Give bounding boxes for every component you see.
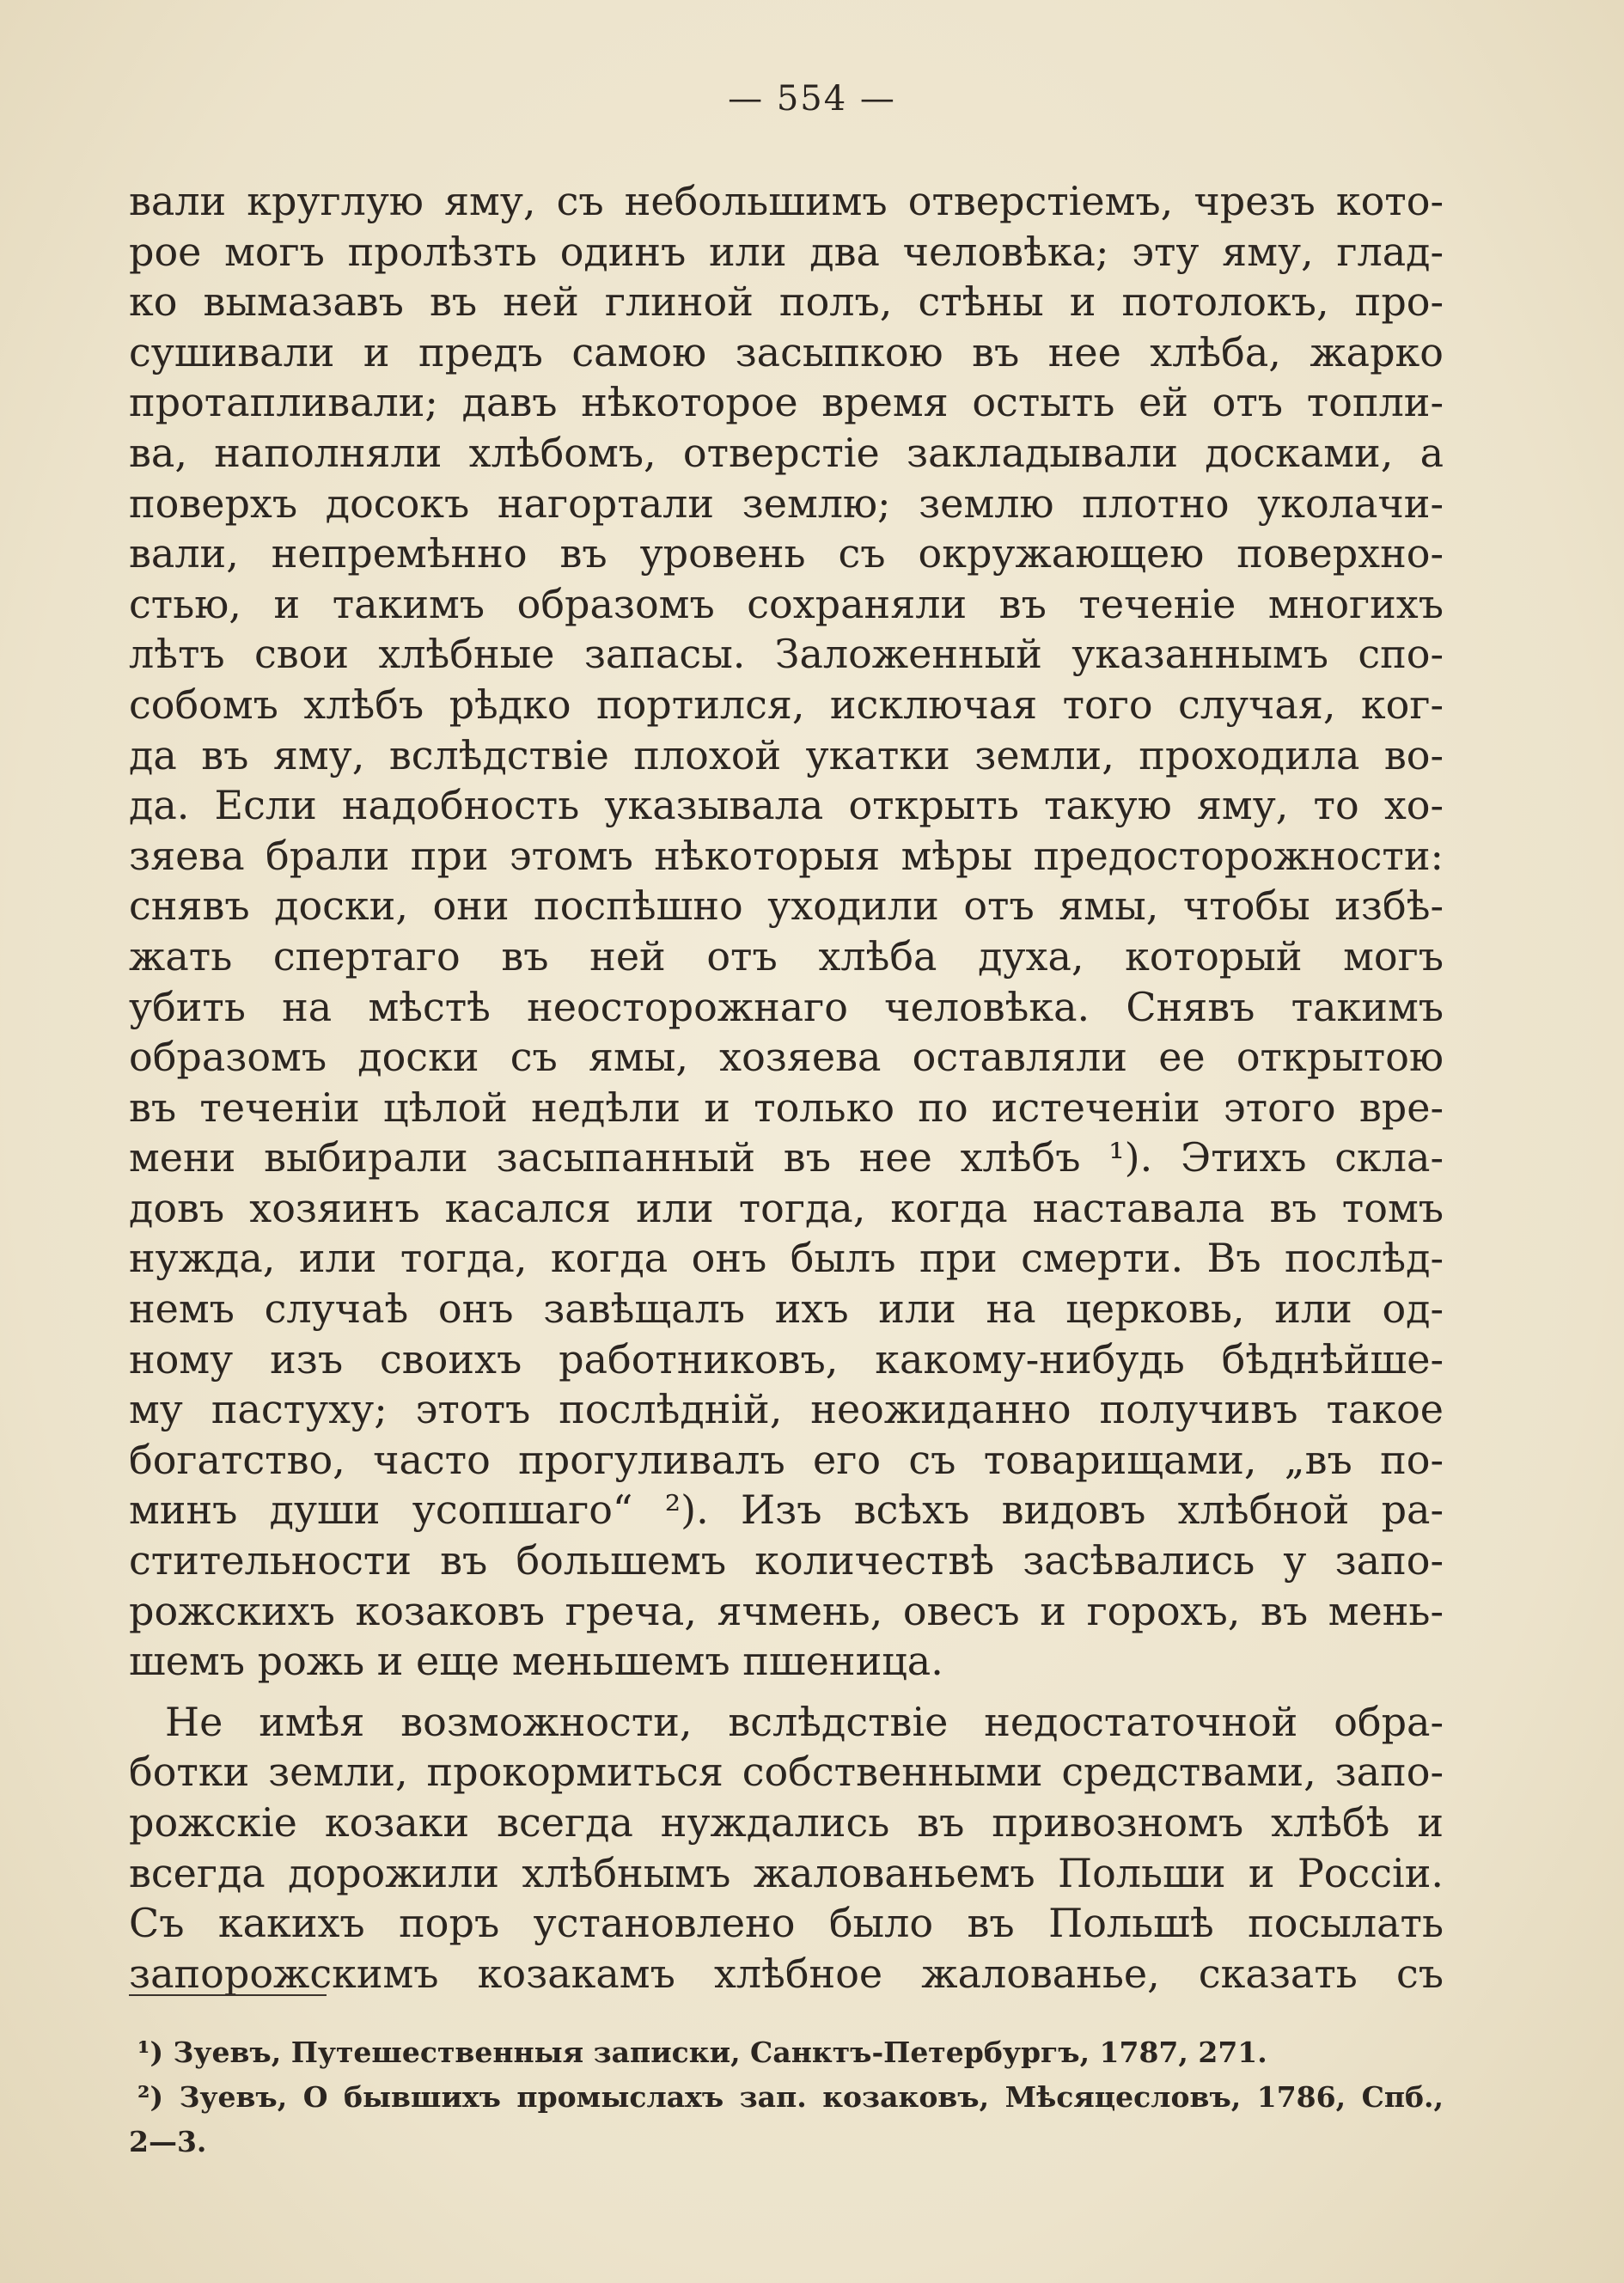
text-line: вали, непремѣнно въ уровень съ окружающею поверхно- <box>129 530 1444 577</box>
text-line: богатство, часто прогуливалъ его съ товарищами, „въ по- <box>129 1436 1444 1483</box>
text-line: шемъ рожь и еще меньшемъ пшеница. <box>129 1638 943 1685</box>
text-line: немъ случаѣ онъ завѣщалъ ихъ или на церковь, или од- <box>129 1285 1444 1333</box>
paragraph-first-line: Не имѣя возможности, вслѣдствіе недостаточной обра- <box>165 1698 1444 1745</box>
text-line: собомъ хлѣбъ рѣдко портился, исключая того случая, ког- <box>129 681 1444 728</box>
text-line: лѣтъ свои хлѣбные запасы. Заложенный указаннымъ спо- <box>129 631 1444 678</box>
text-line: рожскихъ козаковъ греча, ячмень, овесъ и горохъ, въ мень- <box>129 1587 1444 1634</box>
text-line: минъ души усопшаго“ ²). Изъ всѣхъ видовъ хлѣбной ра- <box>129 1486 1444 1534</box>
text-line: ному изъ своихъ работниковъ, какому-нибудь бѣднѣйше- <box>129 1335 1444 1383</box>
footnotes <box>129 2030 1444 2164</box>
footnote-2: ²) Зуевъ, О бывшихъ промыслахъ зап. козаковъ, Мѣсяцесловъ, 1786, Спб., <box>137 2080 1444 2114</box>
text-line: снявъ доски, они поспѣшно уходили отъ ямы, чтобы избѣ- <box>129 882 1444 930</box>
page-number: — 554 — <box>728 79 896 119</box>
body-text <box>129 176 1444 1999</box>
text-line: му пастуху; этотъ послѣдній, неожиданно получивъ такое <box>129 1386 1444 1433</box>
text-line: сушивали и предъ самою засыпкою въ нее хлѣба, жарко <box>129 328 1444 375</box>
text-line: запорожскимъ козакамъ хлѣбное жалованье, сказать съ <box>129 1950 1444 1997</box>
footnote-2-continuation: 2—3. <box>129 2125 207 2158</box>
text-line: стительности въ большемъ количествѣ засѣвались у запо- <box>129 1537 1444 1584</box>
text-line: рое могъ пролѣзть одинъ или два человѣка; эту яму, глад- <box>129 228 1444 275</box>
text-line: стью, и такимъ образомъ сохраняли въ теченіе многихъ <box>129 580 1444 627</box>
text-line: да. Если надобность указывала открыть такую яму, то хо- <box>129 782 1444 829</box>
footnote-rule <box>129 1994 327 1996</box>
text-line: зяева брали при этомъ нѣкоторыя мѣры предосторожности: <box>129 832 1444 879</box>
text-line: мени выбирали засыпанный въ нее хлѣбъ ¹). Этихъ скла- <box>129 1134 1444 1181</box>
text-line: протапливали; давъ нѣкоторое время остыть ей отъ топли- <box>129 379 1444 426</box>
text-line: жать спертаго въ ней отъ хлѣба духа, который могъ <box>129 932 1444 980</box>
text-line: образомъ доски съ ямы, хозяева оставляли ее открытою <box>129 1034 1444 1081</box>
footnote-1: ¹) Зуевъ, Путешественныя записки, Санктъ-Петербургъ, 1787, 271. <box>137 2036 1267 2069</box>
text-line: ва, наполняли хлѣбомъ, отверстіе закладывали досками, а <box>129 429 1444 476</box>
text-line: довъ хозяинъ касался или тогда, когда наставала въ томъ <box>129 1184 1444 1231</box>
text-line: да въ яму, вслѣдствіе плохой укатки земли, проходила во- <box>129 731 1444 778</box>
text-line: Съ какихъ поръ установлено было въ Польшѣ посылать <box>129 1900 1444 1947</box>
text-line: вали круглую яму, съ небольшимъ отверстіемъ, чрезъ кото- <box>129 178 1444 224</box>
text-line: убить на мѣстѣ неосторожнаго человѣка. Снявъ такимъ <box>129 983 1444 1030</box>
text-line: рожскіе козаки всегда нуждались въ привозномъ хлѣбѣ и <box>129 1799 1444 1846</box>
text-line: ко вымазавъ въ ней глиной полъ, стѣны и потолокъ, про- <box>129 278 1444 326</box>
text-line: ботки земли, прокормиться собственными средствами, запо- <box>129 1749 1444 1796</box>
text-line: въ теченіи цѣлой недѣли и только по истеченіи этого вре- <box>129 1084 1444 1131</box>
text-line: поверхъ досокъ нагортали землю; землю плотно уколачи- <box>129 479 1444 527</box>
text-line: всегда дорожили хлѣбнымъ жалованьемъ Польши и Россіи. <box>129 1849 1444 1896</box>
text-line: нужда, или тогда, когда онъ былъ при смерти. Въ послѣд- <box>129 1235 1444 1282</box>
